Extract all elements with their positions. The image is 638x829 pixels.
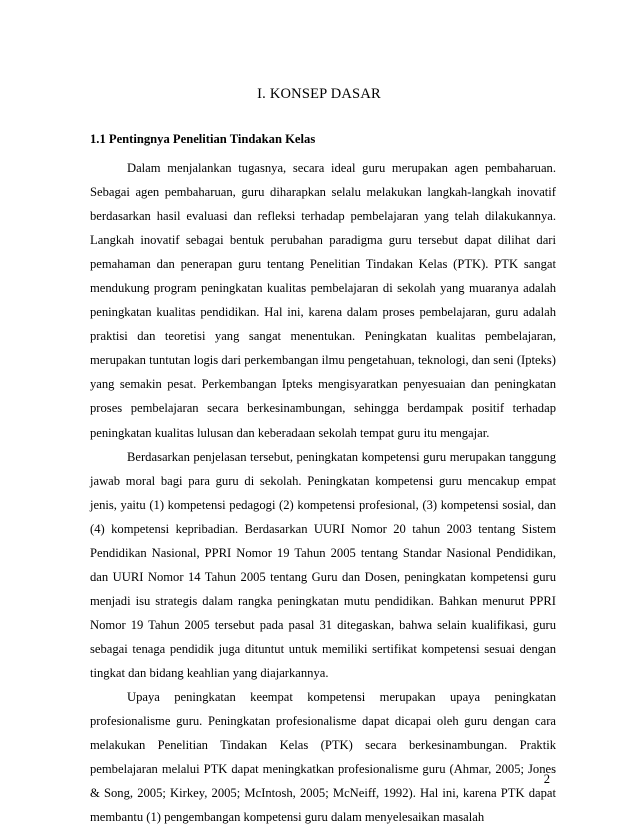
paragraph-3: Upaya peningkatan keempat kompetensi merupakan upaya peningkatan profesionalisme guru. Peningkatan profesionalisme dapat dicapai oleh guru dengan cara melakukan Penelitian Tindakan Kelas (PTK) secara berkesinambungan. Praktik pembelajaran melalui PTK dapat meningkatkan profesionalisme guru (Ahmar, 2005; Jones & Song, 2005; Kirkey, 2005; McIntosh, 2005; McNeiff, 1992). Hal ini, karena PTK dapat membantu (1) pengembangan kompetensi guru dalam menyelesaikan masalah bbox=[90, 690, 556, 825]
page-number: 2 bbox=[543, 772, 550, 786]
paragraph-2: Berdasarkan penjelasan tersebut, peningkatan kompetensi guru merupakan tanggung jawab moral bagi para guru di sekolah. Peningkatan kompetensi guru mencakup empat jenis, yaitu (1) kompetensi pedagogi (2) kompetensi profesional, (3) kompetensi sosial, dan (4) kompetensi kepribadian. Berdasarkan UURI Nomor 20 tahun 2003 tentang Sistem Pendidikan Nasional, PPRI Nomor 19 Tahun 2005 tentang Standar Nasional Pendidikan, dan UURI Nomor 14 Tahun 2005 tentang Guru dan Dosen, peningkatan kompetensi guru menjadi isu strategis dalam rangka peningkatan mutu pendidikan. Bahkan menurut PPRI Nomor 19 Tahun 2005 tersebut pada pasal 31 ditegaskan, bahwa selain kualifikasi, guru sebagai tenaga pendidik juga dituntut untuk memiliki sertifikat kompetensi sesuai dengan tingkat dan bidang keahlian yang diajarkannya. bbox=[90, 449, 556, 680]
body-text bbox=[90, 156, 556, 829]
section-heading: 1.1 Pentingnya Penelitian Tindakan Kelas bbox=[90, 132, 316, 146]
paragraph-1: Dalam menjalankan tugasnya, secara ideal guru merupakan agen pembaharuan. Sebagai agen pembaharuan, guru diharapkan selalu melakukan langkah-langkah inovatif berdasarkan hasil evaluasi dan refleksi terhadap pembelajaran yang telah dilakukannya. Langkah inovatif sebagai bentuk perubahan paradigma guru tersebut dapat dilihat dari pemahaman dan penerapan guru tentang Penelitian Tindakan Kelas (PTK). PTK sangat mendukung program peningkatan kualitas pembelajaran di sekolah yang muaranya adalah peningkatan kualitas pendidikan. Hal ini, karena dalam proses pembelajaran, guru adalah praktisi dan teoretisi yang sangat menentukan. Peningkatan kualitas pembelajaran, merupakan tuntutan logis dari perkembangan ilmu pengetahuan, teknologi, dan seni (Ipteks) yang semakin pesat. Perkembangan Ipteks mengisyaratkan penyesuaian dan peningkatan proses pembelajaran secara berkesinambungan, sehingga berdampak positif terhadap peningkatan kualitas lulusan dan keberadaan sekolah tempat guru itu mengajar. bbox=[90, 161, 556, 440]
chapter-title: I. KONSEP DASAR bbox=[257, 86, 381, 102]
